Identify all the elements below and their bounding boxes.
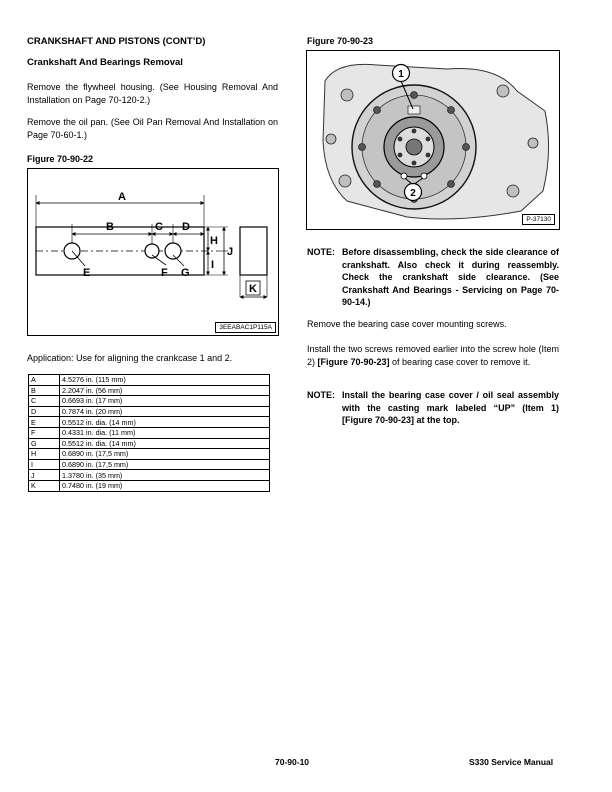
section-heading: CRANKSHAFT AND PISTONS (CONT’D) xyxy=(27,36,206,47)
callout-1: 1 xyxy=(398,69,404,80)
spec-key: J xyxy=(29,470,60,481)
spec-key: A xyxy=(29,375,60,386)
note-label: NOTE: xyxy=(307,390,335,400)
paragraph-install-text-b: of bearing case cover to remove it. xyxy=(389,356,531,367)
spec-value: 0.7874 in. (20 mm) xyxy=(60,406,270,417)
table-row xyxy=(29,449,270,460)
table-row xyxy=(29,480,270,491)
table-row xyxy=(29,470,270,481)
table-row xyxy=(29,396,270,407)
spec-value: 0.6890 in. (17,5 mm) xyxy=(60,459,270,470)
table-row xyxy=(29,427,270,438)
dim-label-j: J xyxy=(227,246,234,258)
spec-value: 0.6693 in. (17 mm) xyxy=(60,396,270,407)
page-number: 70-90-10 xyxy=(275,757,310,767)
spec-key: C xyxy=(29,396,60,407)
figure-70-90-22 xyxy=(27,168,279,336)
table-row xyxy=(29,385,270,396)
spec-value: 0.5512 in. dia. (14 mm) xyxy=(60,438,270,449)
table-row xyxy=(29,417,270,428)
bearing-case-photo xyxy=(307,51,559,229)
spec-key: H xyxy=(29,449,60,460)
figure-70-90-23 xyxy=(306,50,560,230)
spec-table xyxy=(28,374,270,492)
paragraph-flywheel: Remove the flywheel housing. (See Housing Removal And Installation on Page 70-120-2.) xyxy=(27,82,278,105)
dim-label-h: H xyxy=(210,235,218,247)
paragraph-install-screws xyxy=(307,343,559,368)
spec-key: I xyxy=(29,459,60,470)
sub-heading: Crankshaft And Bearings Removal xyxy=(27,57,183,68)
table-row xyxy=(29,459,270,470)
table-row xyxy=(29,406,270,417)
dim-label-a: A xyxy=(118,191,126,203)
dim-label-e: E xyxy=(83,267,91,279)
note-label: NOTE: xyxy=(307,247,335,257)
dim-label-d: D xyxy=(182,221,190,233)
note-up-mark xyxy=(307,389,559,429)
spec-key: D xyxy=(29,406,60,417)
figure-id-22: 3EEABAC1P115A xyxy=(215,322,276,333)
application-text: Application: Use for aligning the crankcase 1 and 2. xyxy=(27,353,233,363)
paragraph-remove-screws: Remove the bearing case cover mounting screws. xyxy=(307,319,507,329)
figure-id-23: P-37130 xyxy=(522,214,555,225)
dim-label-g: G xyxy=(181,267,190,279)
spec-value: 0.4331 in. dia. (11 mm) xyxy=(60,427,270,438)
note-text: Install the bearing case cover / oil seal assembly with the casting mark labeled “UP” (Item 1) [Figure 70-90-23] at the top. xyxy=(342,390,559,425)
spec-key: K xyxy=(29,480,60,491)
spec-value: 0.5512 in. dia. (14 mm) xyxy=(60,417,270,428)
table-row xyxy=(29,438,270,449)
dim-label-k: K xyxy=(249,283,257,295)
spec-value: 0.6890 in. (17,5 mm) xyxy=(60,449,270,460)
manual-title: S330 Service Manual xyxy=(469,757,554,767)
note-text: Before disassembling, check the side clearance of crankshaft. Also check it during reassembly. Check the crankshaft side clearance. (See Crankshaft And Bearings - Servicing on Page 70-90-14.) xyxy=(342,247,559,307)
figure-title-23: Figure 70-90-23 xyxy=(307,36,374,46)
dim-label-i: I xyxy=(211,259,215,271)
spec-key: F xyxy=(29,427,60,438)
spec-value: 1.3780 in. (35 mm) xyxy=(60,470,270,481)
spec-value: 0.7480 in. (19 mm) xyxy=(60,480,270,491)
callout-2: 2 xyxy=(410,188,416,199)
note-side-clearance xyxy=(307,246,559,310)
dim-label-b: B xyxy=(106,221,114,233)
figure-reference: [Figure 70-90-23] xyxy=(317,356,390,367)
spec-value: 2.2047 in. (56 mm) xyxy=(60,385,270,396)
spec-key: B xyxy=(29,385,60,396)
alignment-tool-drawing xyxy=(28,169,278,335)
paragraph-oil-pan: Remove the oil pan. (See Oil Pan Removal And Installation on Page 70-60-1.) xyxy=(27,117,278,140)
dim-label-f: F xyxy=(161,267,168,279)
spec-key: E xyxy=(29,417,60,428)
spec-key: G xyxy=(29,438,60,449)
table-row xyxy=(29,375,270,386)
spec-value: 4.5276 in. (115 mm) xyxy=(60,375,270,386)
dim-label-c: C xyxy=(155,221,163,233)
figure-title-22: Figure 70-90-22 xyxy=(27,154,94,164)
paragraph-install-text-a: Install the two screws removed earlier into the screw hole (Item 2) xyxy=(307,344,559,367)
